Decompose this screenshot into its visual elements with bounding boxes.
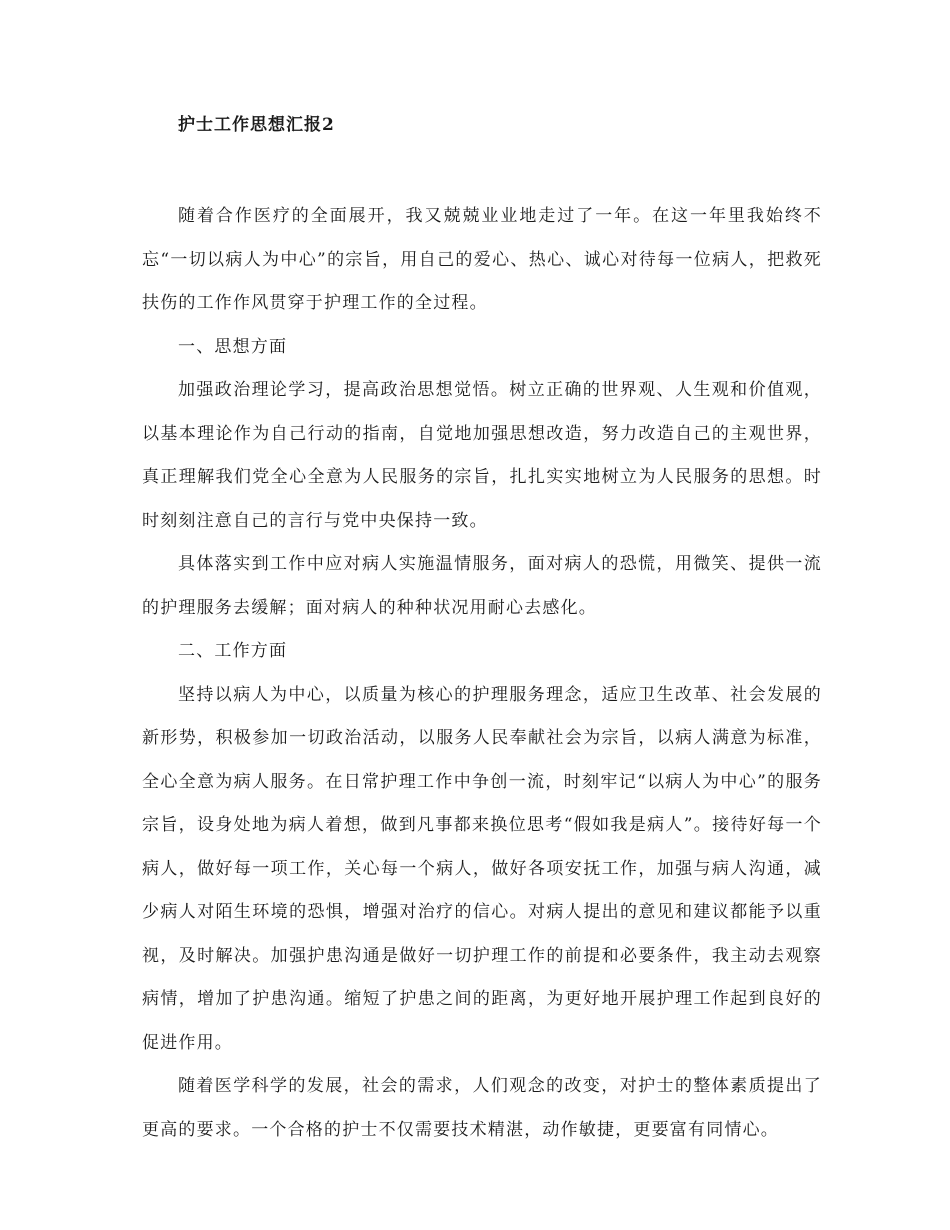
paragraph-work: 坚持以病人为中心，以质量为核心的护理服务理念，适应卫生改革、社会发展的新形势，积极参加一切政治活动，以服务人民奉献社会为宗旨，以病人满意为标准，全心全意为病人服务。在日常护理工作中争创一流，时刻牢记“以病人为中心”的服务宗旨，设身处地为病人着想，做到凡事都来换位思考“假如我是病人”。接待好每一个病人，做好每一项工作，关心每一个病人，做好各项安抚工作，加强与病人沟通，减少病人对陌生环境的恐惧，增强对治疗的信心。对病人提出的意见和建议都能予以重视，及时解决。加强护患沟通是做好一切护理工作的前提和必要条件，我主动去观察病情，增加了护患沟通。缩短了护患之间的距离，为更好地开展护理工作起到良好的促进作用。 [142,684,822,1053]
paragraph-conclusion: 随着医学科学的发展，社会的需求，人们观念的改变，对护士的整体素质提出了更高的要求。一个合格的护士不仅需要技术精湛，动作敏捷，更要富有同情心。 [142,1076,822,1140]
paragraph-thought: 加强政治理论学习，提高政治思想觉悟。树立正确的世界观、人生观和价值观，以基本理论作为自己行动的指南，自觉地加强思想改造，努力改造自己的主观世界，真正理解我们党全心全意为人民服务的宗旨，扎扎实实地树立为人民服务的思想。时时刻刻注意自己的言行与党中央保持一致。 [142,380,822,531]
document-body [142,195,822,1152]
paragraph-intro: 随着合作医疗的全面展开，我又兢兢业业地走过了一年。在这一年里我始终不忘“一切以病人为中心”的宗旨，用自己的爱心、热心、诚心对待每一位病人，把救死扶伤的工作作风贯穿于护理工作的全过程。 [142,206,822,313]
document-title: 护士工作思想汇报2 [178,115,335,135]
section-heading-work: 二、工作方面 [178,641,288,661]
paragraph-service: 具体落实到工作中应对病人实施温情服务，面对病人的恐慌，用微笑、提供一流的护理服务去缓解；面对病人的种种状况用耐心去感化。 [142,554,822,618]
section-heading-thought: 一、思想方面 [178,336,288,357]
